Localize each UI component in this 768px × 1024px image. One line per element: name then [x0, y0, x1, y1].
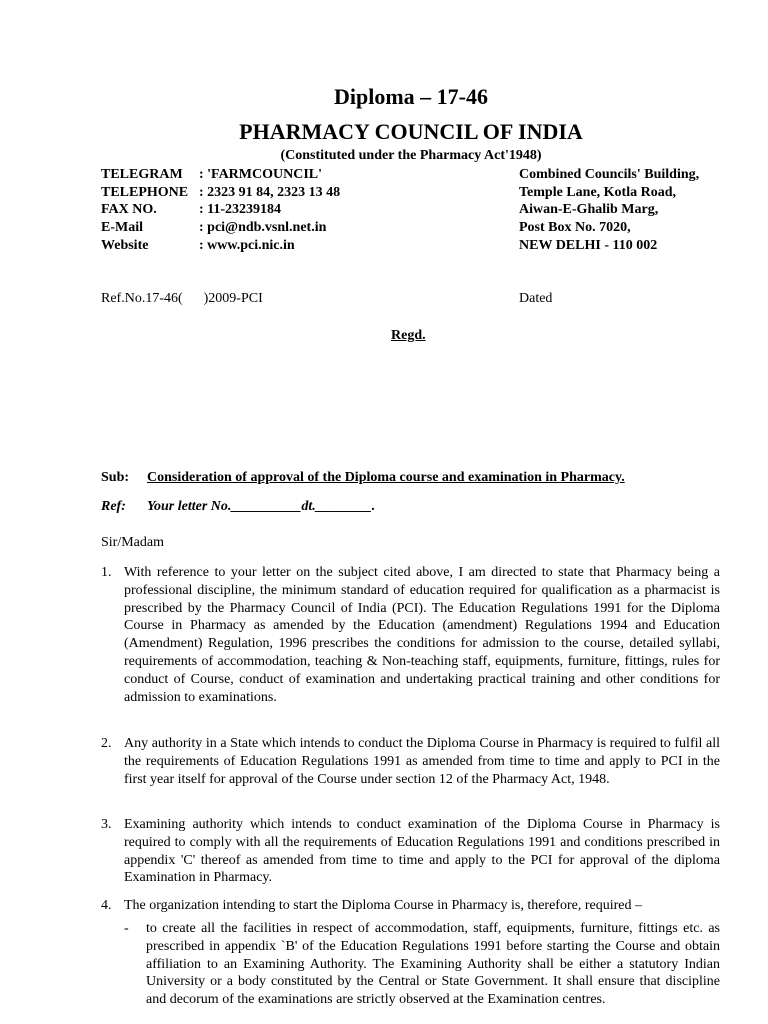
contact-value: : www.pci.nic.in: [199, 237, 295, 253]
address-line: NEW DELHI - 110 002: [519, 237, 658, 253]
paragraph-number: 1.: [101, 565, 112, 580]
address-line: Post Box No. 7020,: [519, 220, 631, 236]
address-line: Combined Councils' Building,: [519, 167, 700, 182]
address-block: [519, 166, 699, 255]
paragraph-text: With reference to your letter on the subject cited above, I am directed to state that Pharmacy being a professional discipline, the minimum standard of education required for qualification as a pharmacist is prescribed by the Pharmacy Council of India (PCI). The Education Regulations 1991 for the Diploma Course in Pharmacy as amended by the Education (amendment) Regulations 1994 and Education (Amendment) Regulation, 1996 prescribes the conditions for admission to the course, detailed syllabi, requirements of accommodation, teaching & Non-teaching staff, equipments, furniture, fittings, rules for conduct of Course, conduct of examination and undertaking practical training and other conditions for admission to examinations.: [124, 565, 720, 705]
paragraph-number: 4.: [101, 898, 112, 913]
dated-label: Dated: [519, 291, 553, 306]
reference-number: Ref.No.17-46( )2009-PCI: [101, 291, 263, 306]
bullet-dash: -: [124, 921, 129, 936]
paragraph-1: [101, 564, 720, 706]
paragraph-2: [101, 735, 720, 788]
contact-label: E-Mail: [101, 220, 143, 236]
ref-label: Ref:: [101, 499, 126, 514]
bullet-text: to create all the facilities in respect of accommodation, staff, equipments, furniture, fittings etc. as prescribed in appendix `B' of the Education Regulations 1991 before starting the Course and obtain affiliation to an Examining Authority. The Examining Authority shall be either a statutory Indian University or a body constituted by the Central or State Government. It shall ensure that discipline and decorum of the examinations are strictly observed at the Examination centres.: [146, 921, 720, 1008]
diploma-title: Diploma – 17-46: [334, 84, 488, 109]
paragraph-number: 3.: [101, 817, 112, 832]
contact-value: : 11-23239184: [199, 202, 282, 218]
paragraph-4: [101, 897, 720, 915]
contact-row-fax: [101, 201, 340, 219]
paragraph-text: Any authority in a State which intends to conduct the Diploma Course in Pharmacy is required to fulfil all the requirements of Education Regulations 1991 as amended from time to time and apply to PCI in the first year itself for approval of the Course under section 12 of the Pharmacy Act, 1948.: [124, 736, 720, 787]
contact-row-telephone: [101, 184, 340, 202]
paragraph-number: 2.: [101, 736, 112, 751]
contact-value: : 2323 91 84, 2323 13 48: [199, 184, 341, 200]
contact-row-website: [101, 237, 340, 255]
contact-row-telegram: [101, 166, 340, 184]
contact-label: TELEGRAM: [101, 167, 183, 182]
constituted-note: (Constituted under the Pharmacy Act'1948): [280, 148, 542, 163]
contact-row-email: [101, 219, 340, 237]
contact-value: : 'FARMCOUNCIL': [199, 167, 323, 182]
address-line: Aiwan-E-Ghalib Marg,: [519, 202, 659, 218]
salutation: Sir/Madam: [101, 535, 164, 550]
contact-label: FAX NO.: [101, 202, 157, 218]
contact-block: [101, 166, 340, 255]
paragraph-text: The organization intending to start the Diploma Course in Pharmacy is, therefore, required –: [124, 898, 642, 913]
contact-value: : pci@ndb.vsnl.net.in: [199, 220, 327, 236]
contact-label: Website: [101, 237, 149, 253]
address-line: Temple Lane, Kotla Road,: [519, 184, 676, 200]
contact-label: TELEPHONE: [101, 184, 189, 200]
subject-text: Consideration of approval of the Diploma course and examination in Pharmacy.: [147, 470, 625, 485]
ref-text: Your letter No.__________dt.________.: [147, 499, 376, 514]
bullet-item: [124, 920, 720, 1009]
paragraph-3: [101, 816, 720, 887]
regd-label: Regd.: [391, 328, 426, 343]
subject-label: Sub:: [101, 470, 130, 485]
paragraph-text: Examining authority which intends to conduct examination of the Diploma Course in Pharmacy is required to comply with all the requirements of Education Regulations 1991 and conditions prescribed in appendix 'C' thereof as amended from time to time and apply to the PCI for approval of the diploma Examination in Pharmacy.: [124, 817, 720, 886]
council-name: PHARMACY COUNCIL OF INDIA: [239, 119, 583, 144]
